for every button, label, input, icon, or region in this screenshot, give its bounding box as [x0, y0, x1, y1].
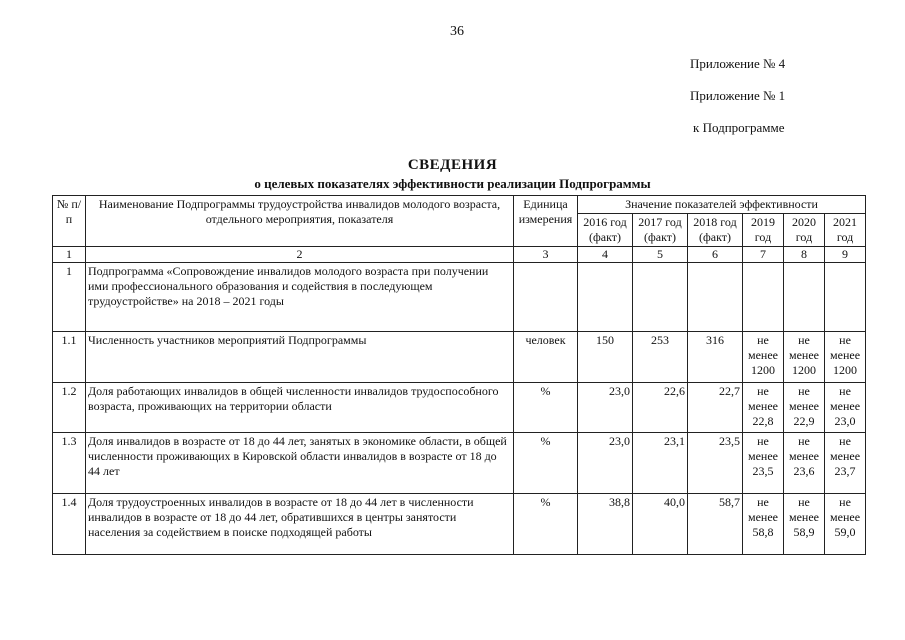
empty-cell — [743, 263, 784, 332]
appendix-line-3: к Подпрограмме — [693, 120, 785, 135]
row-num: 1.1 — [53, 332, 86, 383]
target-2019: не менее 58,8 — [743, 494, 784, 555]
header-year-2019: 2019 год — [743, 214, 784, 247]
empty-cell — [633, 263, 688, 332]
header-unit: Единица измерения — [514, 196, 578, 247]
table-row — [53, 494, 866, 555]
row-num: 1.3 — [53, 433, 86, 494]
row-unit: человек — [514, 332, 578, 383]
header-year-2020: 2020 год — [784, 214, 825, 247]
target-2020: не менее 1200 — [784, 332, 825, 383]
row-name: Численность участников мероприятий Подпрограммы — [86, 332, 514, 383]
value-2017: 22,6 — [633, 383, 688, 433]
target-2019: не менее 1200 — [743, 332, 784, 383]
column-number: 2 — [86, 247, 514, 263]
column-number: 4 — [578, 247, 633, 263]
target-2021: не менее 23,0 — [825, 383, 866, 433]
appendix-line-2: Приложение № 1 — [690, 88, 786, 103]
value-2017: 23,1 — [633, 433, 688, 494]
table-row — [53, 332, 866, 383]
appendix-line-1: Приложение № 4 — [690, 56, 786, 71]
empty-cell — [825, 263, 866, 332]
value-2016: 38,8 — [578, 494, 633, 555]
column-number: 3 — [514, 247, 578, 263]
empty-cell — [578, 263, 633, 332]
header-year-2016: 2016 год (факт) — [578, 214, 633, 247]
target-2020: не менее 23,6 — [784, 433, 825, 494]
value-2018: 316 — [688, 332, 743, 383]
value-2018: 22,7 — [688, 383, 743, 433]
document-subtitle: о целевых показателях эффективности реализации Подпрограммы — [254, 176, 651, 191]
row-unit: % — [514, 383, 578, 433]
header-name: Наименование Подпрограммы трудоустройства инвалидов молодого возраста, отдельного мероприятия, показателя — [86, 196, 514, 247]
table-row-program — [53, 263, 866, 332]
page-number: 36 — [450, 24, 464, 39]
row-num: 1.4 — [53, 494, 86, 555]
column-number: 6 — [688, 247, 743, 263]
value-2018: 58,7 — [688, 494, 743, 555]
row-num: 1.2 — [53, 383, 86, 433]
column-number: 1 — [53, 247, 86, 263]
row-name: Подпрограмма «Сопровождение инвалидов молодого возраста при получении ими профессионального образования и содействия в последующем трудоустройстве» на 2018 – 2021 годы — [86, 263, 514, 332]
indicators-table — [52, 195, 866, 555]
header-num: № п/п — [53, 196, 86, 247]
target-2021: не менее 23,7 — [825, 433, 866, 494]
row-num: 1 — [53, 263, 86, 332]
table-row — [53, 383, 866, 433]
target-2019: не менее 23,5 — [743, 433, 784, 494]
value-2018: 23,5 — [688, 433, 743, 494]
header-row-1 — [53, 196, 866, 214]
document-title: СВЕДЕНИЯ — [407, 157, 498, 173]
value-2016: 23,0 — [578, 433, 633, 494]
row-name: Доля инвалидов в возрасте от 18 до 44 лет, занятых в экономике области, в общей численности проживающих в Кировской области инвалидов в возрасте от 18 до 44 лет — [86, 433, 514, 494]
value-2016: 150 — [578, 332, 633, 383]
column-number: 7 — [743, 247, 784, 263]
target-2019: не менее 22,8 — [743, 383, 784, 433]
empty-cell — [688, 263, 743, 332]
empty-cell — [784, 263, 825, 332]
header-year-2021: 2021 год — [825, 214, 866, 247]
table-row — [53, 433, 866, 494]
target-2020: не менее 22,9 — [784, 383, 825, 433]
column-number: 9 — [825, 247, 866, 263]
column-numbers-row — [53, 247, 866, 263]
empty-cell — [514, 263, 578, 332]
column-number: 5 — [633, 247, 688, 263]
row-name: Доля трудоустроенных инвалидов в возрасте от 18 до 44 лет в численности инвалидов в возрасте от 18 до 44 лет, обратившихся в центры занятости населения за содействием в поиске подходящей работы — [86, 494, 514, 555]
header-year-2018: 2018 год (факт) — [688, 214, 743, 247]
value-2017: 253 — [633, 332, 688, 383]
header-values-group: Значение показателей эффективности — [578, 196, 866, 214]
row-unit: % — [514, 494, 578, 555]
value-2017: 40,0 — [633, 494, 688, 555]
header-year-2017: 2017 год (факт) — [633, 214, 688, 247]
target-2020: не менее 58,9 — [784, 494, 825, 555]
column-number: 8 — [784, 247, 825, 263]
value-2016: 23,0 — [578, 383, 633, 433]
row-unit: % — [514, 433, 578, 494]
target-2021: не менее 59,0 — [825, 494, 866, 555]
row-name: Доля работающих инвалидов в общей численности инвалидов трудоспособного возраста, проживающих на территории области — [86, 383, 514, 433]
target-2021: не менее 1200 — [825, 332, 866, 383]
